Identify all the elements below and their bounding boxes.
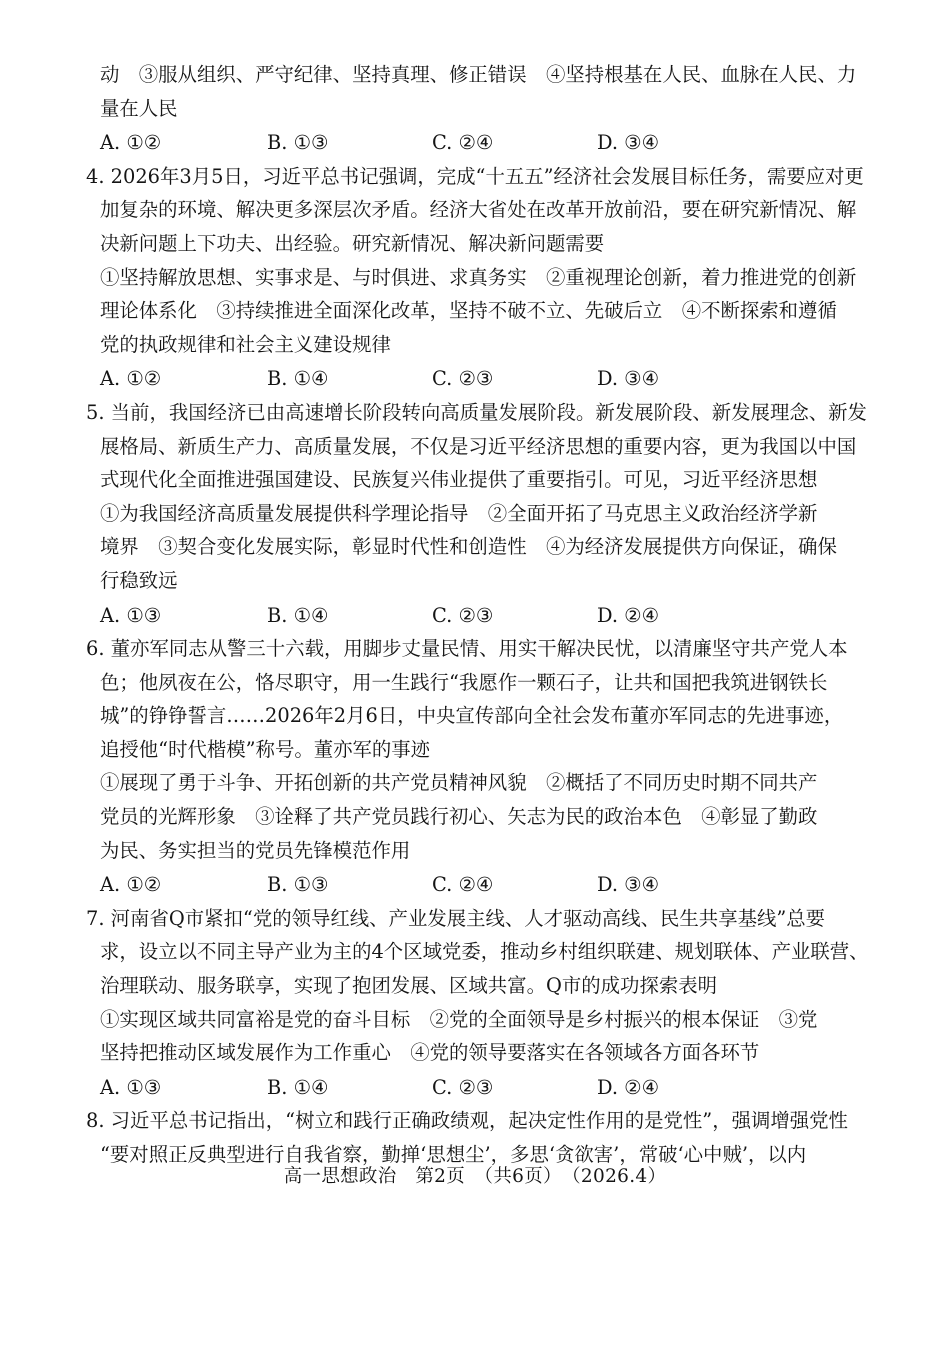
text-line: 理论体系化 ③持续推进全面深化改革，坚持不破不立、先破后立 ④不断探索和遵循: [100, 299, 837, 323]
text-line: ①实现区域共同富裕是党的奋斗目标 ②党的全面领导是乡村振兴的根本保证 ③党: [100, 1007, 818, 1031]
text-line: ①为我国经济高质量发展提供科学理论指导 ②全面开拓了马克思主义政治经济学新: [100, 501, 818, 525]
option-c: C. ②③: [432, 1075, 494, 1099]
option-b: B. ①④: [267, 603, 329, 627]
option-d: D. ③④: [597, 131, 659, 155]
question-stem-line: 7. 河南省Q市紧扣“党的领导红线、产业发展主线、人才驱动高线、民生共享基线”总要: [86, 906, 826, 930]
text-line: 式现代化全面推进强国建设、民族复兴伟业提供了重要指引。可见，习近平经济思想: [100, 468, 818, 492]
text-line: 治理联动、服务联享，实现了抱团发展、区域共富。Q市的成功探索表明: [100, 974, 718, 998]
option-b: B. ①④: [267, 1075, 329, 1099]
option-c: C. ②③: [432, 367, 494, 391]
question-3-continuation: [100, 58, 862, 160]
question-6: [86, 632, 862, 902]
option-b: B. ①③: [267, 131, 329, 155]
option-b: B. ①③: [267, 873, 329, 897]
question-4: [86, 160, 864, 396]
option-d: D. ③④: [597, 367, 659, 391]
option-a: A. ①③: [100, 1075, 162, 1099]
option-a: A. ①②: [100, 873, 162, 897]
text-line: ①展现了勇于斗争、开拓创新的共产党员精神风貌 ②概括了不同历史时期不同共产: [100, 771, 818, 795]
option-d: D. ②④: [597, 1075, 659, 1099]
text-line: 党的执政规律和社会主义建设规律: [100, 332, 391, 356]
text-line: 城”的铮铮誓言……2026年2月6日，中央宣传部向全社会发布董亦军同志的先进事迹，: [100, 704, 844, 728]
option-a: A. ①③: [100, 603, 162, 627]
question-stem-line: 4. 2026年3月5日，习近平总书记强调，完成“十五五”经济社会发展目标任务，需要应对更: [86, 164, 864, 188]
option-d: D. ③④: [597, 873, 659, 897]
text-line: 量在人民: [100, 96, 178, 120]
page-footer: 高一思想政治 第2页 （共6页） （2026.4）: [283, 1166, 667, 1187]
answer-options: [100, 362, 862, 396]
answer-options: [100, 126, 862, 160]
text-line: 行稳致远: [100, 568, 178, 592]
text-line: 坚持把推动区域发展作为工作重心 ④党的领导要落实在各领域各方面各环节: [100, 1041, 760, 1065]
text-line: 追授他“时代楷模”称号。董亦军的事迹: [100, 737, 431, 761]
text-line: 党员的光辉形象 ③诠释了共产党员践行初心、矢志为民的政治本色 ④彰显了勤政: [100, 805, 818, 829]
text-line: 求，设立以不同主导产业为主的4个区域党委，推动乡村组织联建、规划联体、产业联营、: [100, 940, 869, 964]
page-content: [86, 58, 869, 1172]
text-line: 境界 ③契合变化发展实际，彰显时代性和创造性 ④为经济发展提供方向保证，确保: [100, 535, 837, 559]
question-stem-line: 8. 习近平总书记指出，“树立和践行正确政绩观，起决定性作用的是党性”，强调增强党性: [86, 1109, 848, 1133]
text-line: 加复杂的环境、解决更多深层次矛盾。经济大省处在改革开放前沿，要在研究新情况、解: [100, 198, 857, 222]
question-7: [86, 902, 869, 1105]
text-line: ①坚持解放思想、实事求是、与时俱进、求真务实 ②重视理论创新，着力推进党的创新: [100, 265, 857, 289]
text-line: 决新问题上下功夫、出经验。研究新情况、解决新问题需要: [100, 231, 605, 255]
option-c: C. ②④: [432, 131, 494, 155]
option-a: A. ①②: [100, 367, 162, 391]
answer-options: [100, 868, 862, 902]
question-stem-line: 6. 董亦军同志从警三十六载，用脚步丈量民情、用实干解决民忧，以清廉坚守共产党人本: [86, 637, 848, 661]
text-line: 动 ③服从组织、严守纪律、坚持真理、修正错误 ④坚持根基在人民、血脉在人民、力: [100, 63, 857, 86]
option-c: C. ②④: [432, 873, 494, 897]
option-a: A. ①②: [100, 131, 162, 155]
answer-options: [100, 599, 862, 633]
option-c: C. ②③: [432, 603, 494, 627]
question-stem-line: 5. 当前，我国经济已由高速增长阶段转向高质量发展阶段。新发展阶段、新发展理念、新发: [86, 400, 867, 424]
question-5: [86, 396, 867, 632]
option-b: B. ①④: [267, 367, 329, 391]
text-line: 色；他夙夜在公，恪尽职守，用一生践行“我愿作一颗石子，让共和国把我筑进钢铁长: [100, 670, 828, 694]
option-d: D. ②④: [597, 603, 659, 627]
text-line: 为民、务实担当的党员先锋模范作用: [100, 838, 411, 862]
text-line: “要对照正反典型进行自我省察，勤掸‘思想尘’，多思‘贪欲害’，常破‘心中贼’，以内: [100, 1143, 807, 1166]
text-line: 展格局、新质生产力、高质量发展，不仅是习近平经济思想的重要内容，更为我国以中国: [100, 434, 857, 458]
answer-options: [100, 1071, 862, 1105]
